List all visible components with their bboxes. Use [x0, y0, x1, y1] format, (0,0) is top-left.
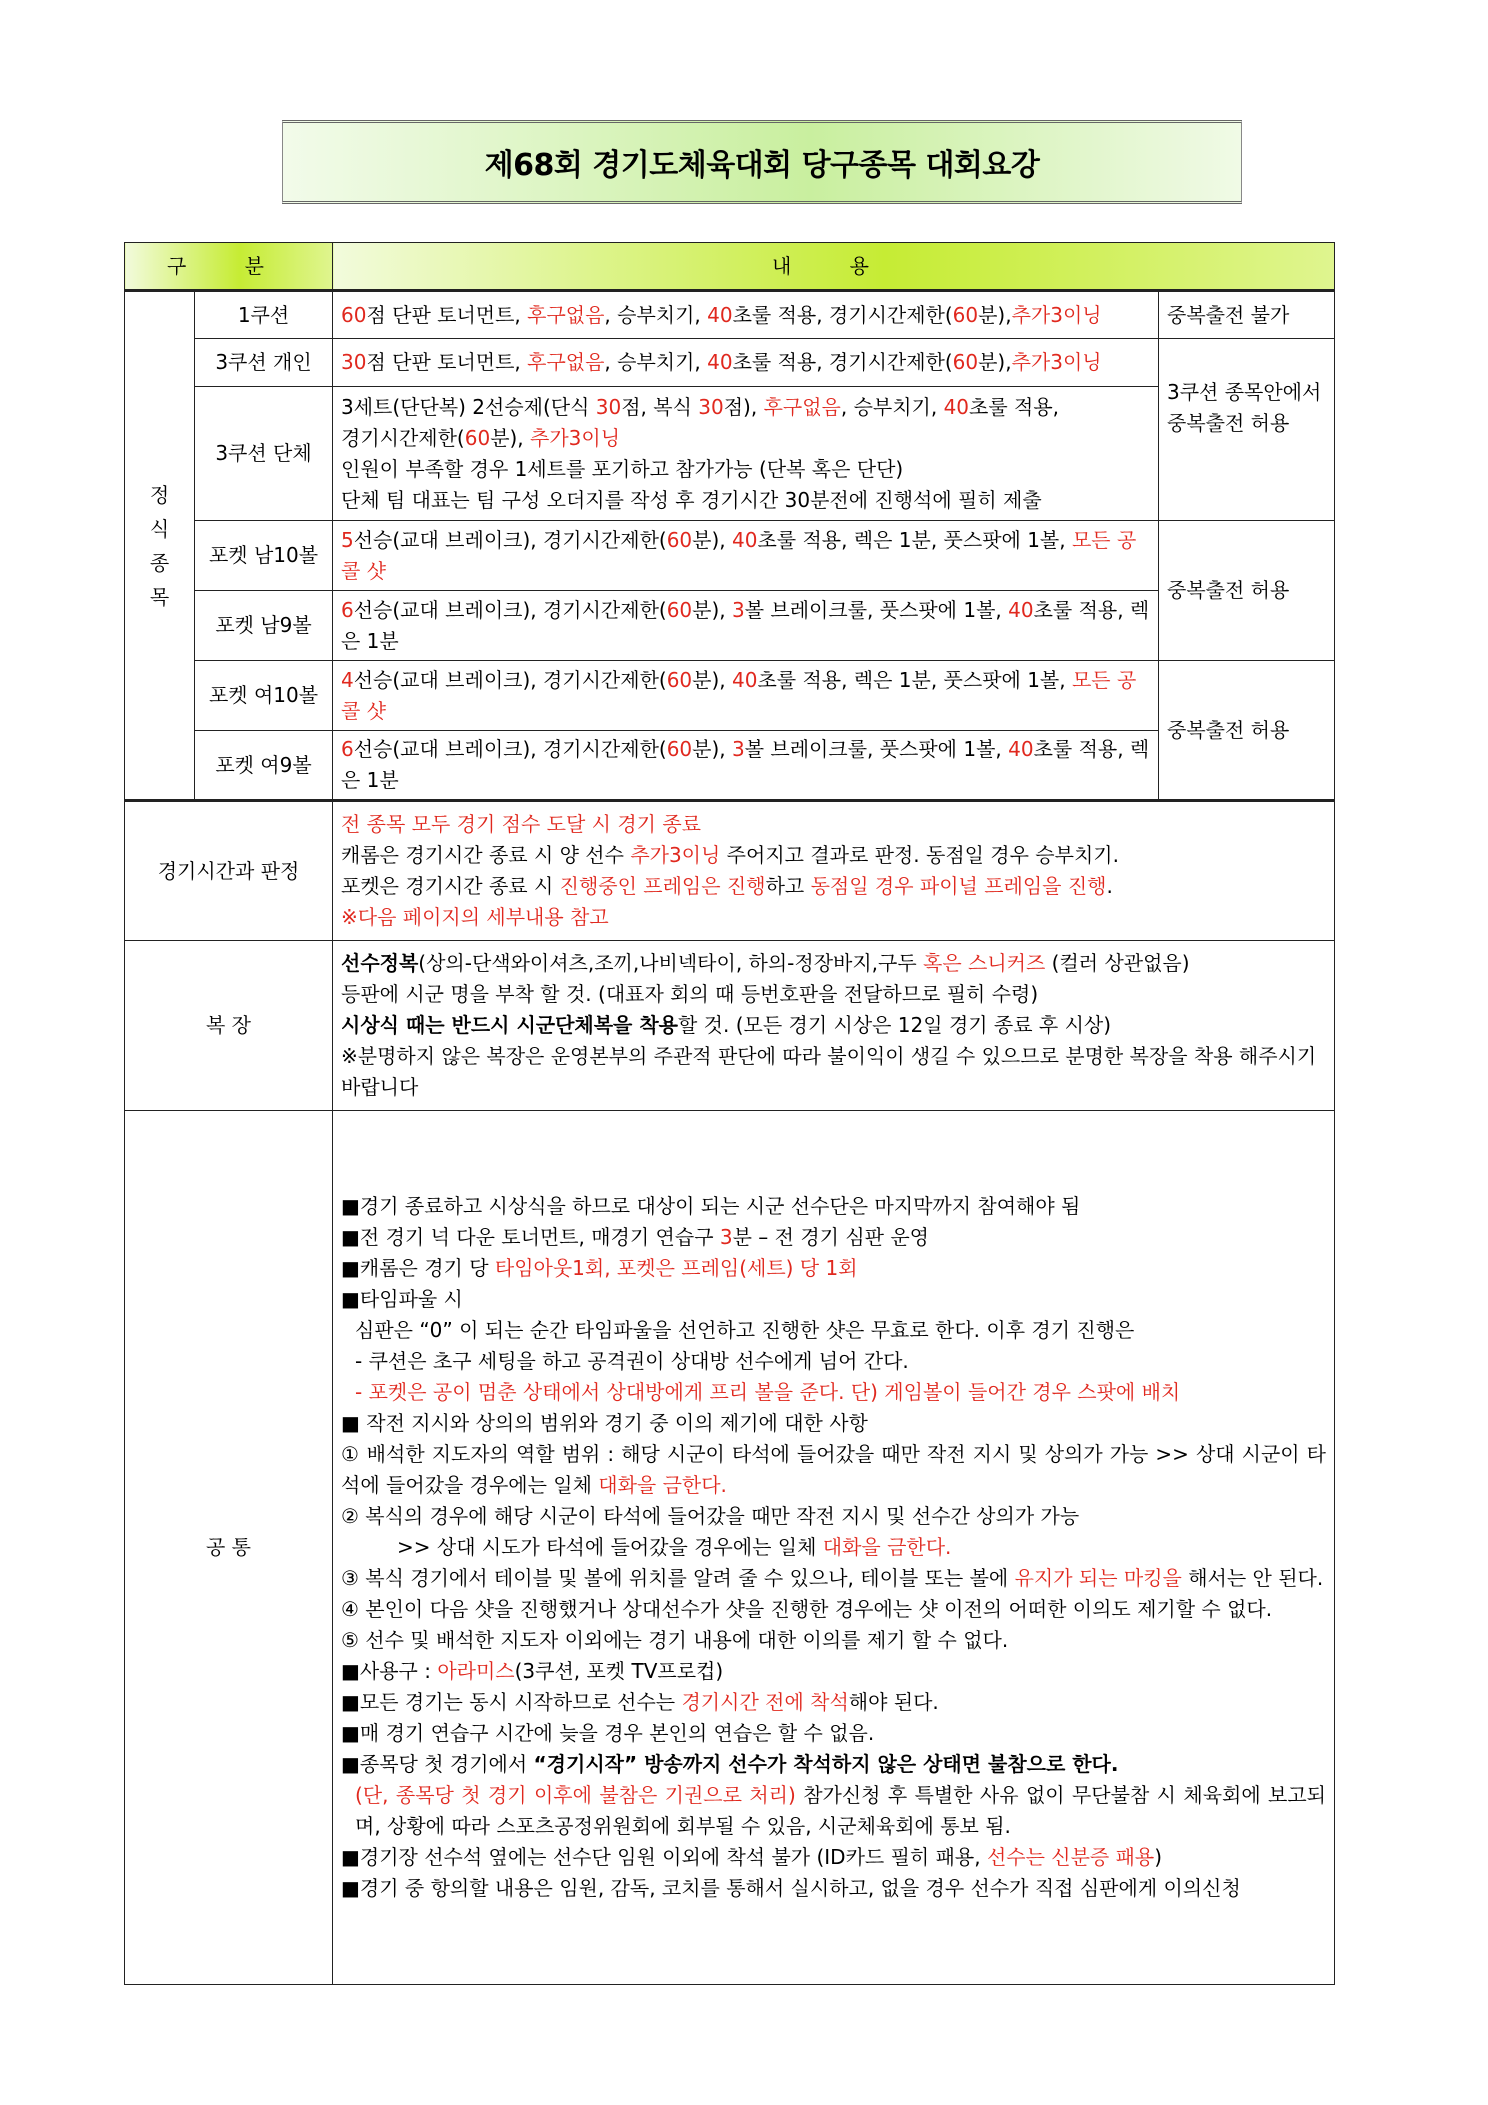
text-segment: ■경기 중 항의할 내용은 임원, 감독, 코치를 통해서 실시하고, 없을 경우 선수가 직접 심판에게 이의신청 [341, 1876, 1241, 1900]
text-segment: 40 [707, 350, 733, 374]
text-line [341, 1594, 1326, 1625]
text-segment: ■캐롬은 경기 당 [341, 1256, 495, 1280]
text-segment: . [1106, 874, 1113, 898]
text-segment: 점), [723, 394, 764, 419]
text-segment: 혹은 스니커즈 [923, 951, 1046, 975]
text-segment: 60 [666, 597, 693, 622]
text-segment: 6 [341, 597, 354, 622]
text-line [341, 1284, 1326, 1315]
text-segment: 시상식 때는 반드시 시군단체복을 착용 [341, 1013, 678, 1037]
text-segment: 볼 브레이크룰, 풋스팟에 1볼, [744, 737, 1009, 761]
text-line [341, 1041, 1326, 1103]
text-line [341, 1625, 1326, 1656]
uniform-label: 복 장 [125, 941, 333, 1111]
event-name: 포켓 남9볼 [195, 591, 333, 661]
text-segment: 분), [692, 597, 732, 622]
text-segment: 추가3이닝 [1011, 350, 1102, 374]
text-line [341, 1346, 1326, 1377]
event-name: 1쿠션 [195, 291, 333, 339]
event-name: 포켓 여9볼 [195, 731, 333, 801]
text-line [341, 1377, 1326, 1408]
table-row [125, 591, 1335, 661]
table-row [125, 801, 1335, 941]
text-segment: 분), [490, 425, 531, 450]
entry-note: 3쿠션 종목안에서 중복출전 허용 [1159, 339, 1335, 521]
text-segment: 후구없음 [527, 350, 605, 374]
text-segment: 40 [707, 302, 733, 327]
text-segment: 초룰 적용, 렉은 1분, 풋스팟에 1볼, [757, 667, 1072, 692]
text-segment: 유지가 되는 마킹을 [1014, 1566, 1182, 1590]
entry-note: 중복출전 불가 [1159, 291, 1335, 339]
document-title: 제68회 경기도체육대회 당구종목 대회요강 [484, 148, 1040, 183]
text-segment: 추가3이닝 [630, 843, 721, 867]
event-rules [333, 731, 1159, 801]
text-segment: ③ 복식 경기에서 테이블 및 볼에 위치를 알려 줄 수 있으나, 테이블 또는 볼에 [341, 1566, 1015, 1590]
header-content: 내 용 [333, 243, 1335, 291]
text-segment: 포켓은 경기시간 종료 시 [341, 874, 560, 898]
text-segment: 3 [732, 597, 745, 622]
text-line [341, 1191, 1326, 1222]
text-segment: 모든 공 콜 샷 [341, 667, 1137, 723]
text-segment: 후구없음 [527, 302, 605, 327]
text-segment: , 승부치기, [604, 350, 708, 374]
document-title-banner [282, 120, 1242, 204]
text-segment: 선승(교대 브레이크), 경기시간제한( [353, 527, 667, 552]
table-row [125, 1111, 1335, 1985]
text-line [341, 1687, 1326, 1718]
text-line [341, 1010, 1326, 1041]
text-segment: 선승(교대 브레이크), 경기시간제한( [353, 597, 667, 622]
text-segment: 해야 된다. [848, 1690, 939, 1714]
text-segment: (상의-단색와이셔츠,조끼,나비넥타이, 하의-정장바지,구두 [418, 951, 924, 975]
text-segment: 캐롬은 경기시간 종료 시 양 선수 [341, 843, 631, 867]
event-name: 포켓 남10볼 [195, 521, 333, 591]
text-line [341, 1842, 1326, 1873]
text-segment: 경기시간제한( [341, 425, 465, 450]
text-segment: 40 [1008, 597, 1034, 622]
event-rules [333, 661, 1159, 731]
text-line [341, 1873, 1326, 1904]
event-rules [333, 591, 1159, 661]
text-segment: 추가3이닝 [1011, 302, 1102, 327]
text-line [341, 423, 1150, 454]
text-segment: 심판은 “0” 이 되는 순간 타임파울을 선언하고 진행한 샷은 무효로 한다. 이후 경기 진행은 [355, 1318, 1135, 1342]
text-segment: 60 [666, 667, 693, 692]
entry-note: 중복출전 허용 [1159, 661, 1335, 801]
text-segment: 6 [341, 737, 354, 761]
table-row [125, 731, 1335, 801]
text-segment: ④ 본인이 다음 샷을 진행했거나 상대선수가 샷을 진행한 경우에는 샷 이전의 어떠한 이의도 제기할 수 없다. [341, 1597, 1273, 1621]
text-segment: 인원이 부족할 경우 1세트를 포기하고 참가가능 (단복 혹은 단단) [341, 456, 904, 481]
text-line [341, 1501, 1326, 1532]
text-segment: 참가신청 후 특별한 사유 없이 무단불참 시 체육회에 보고되며, 상황에 따라 스포츠공정위원회에 회부될 수 있음, 시군체육회에 통보 됨. [355, 1783, 1327, 1838]
text-segment: 3 [719, 1225, 733, 1249]
text-segment: 초룰 적용, 경기시간제한( [732, 302, 953, 327]
text-segment: 60 [952, 350, 979, 374]
text-segment: 대화을 금한다. [822, 1535, 952, 1559]
text-line [341, 1439, 1326, 1501]
table-row [125, 291, 1335, 339]
text-segment: ⑤ 선수 및 배석한 지도자 이외에는 경기 내용에 대한 이의를 제기 할 수 없다. [341, 1628, 1009, 1652]
time-judgement-content [333, 801, 1335, 941]
text-segment: 해서는 안 된다. [1181, 1566, 1324, 1590]
text-segment: 경기시간 전에 착석 [681, 1690, 849, 1714]
header-category: 구 분 [125, 243, 333, 291]
text-segment: 60 [666, 737, 693, 761]
text-segment: 분 – 전 경기 심판 운영 [732, 1225, 929, 1249]
text-line [341, 840, 1326, 871]
text-segment: 분), [978, 302, 1012, 327]
text-line [341, 1780, 1326, 1842]
text-segment: , 승부치기, [840, 394, 944, 419]
text-segment: 점, 복식 [621, 394, 699, 419]
text-line [341, 1749, 1326, 1780]
text-segment: 40 [732, 667, 758, 692]
text-segment: ■타임파울 시 [341, 1287, 463, 1311]
text-segment: 하고 [765, 874, 811, 898]
text-segment: 분), [692, 737, 732, 761]
common-label: 공 통 [125, 1111, 333, 1985]
text-segment: 초룰 적용, 렉은 1분 [341, 737, 1150, 792]
text-segment: ② 복식의 경우에 해당 시군이 타석에 들어갔을 때만 작전 지시 및 선수간 상의가 가능 [341, 1504, 1080, 1528]
text-segment: 40 [732, 527, 758, 552]
table-header-row [125, 243, 1335, 291]
text-line [341, 392, 1150, 423]
text-segment: ■경기장 선수석 옆에는 선수단 임원 이외에 착석 불가 (ID카드 필히 패용, [341, 1845, 987, 1869]
text-segment: , 승부치기, [604, 302, 708, 327]
text-line [341, 1718, 1326, 1749]
text-segment: 초룰 적용, 렉은 1분 [341, 597, 1150, 653]
text-segment: 전 종목 모두 경기 점수 도달 시 경기 종료 [341, 812, 701, 836]
uniform-content [333, 941, 1335, 1111]
table-row [125, 661, 1335, 731]
text-line [341, 1532, 1326, 1563]
text-line [341, 902, 1326, 933]
text-segment: ■전 경기 넉 다운 토너먼트, 매경기 연습구 [341, 1225, 720, 1249]
text-segment: 후구없음 [763, 394, 841, 419]
text-segment: 선승(교대 브레이크), 경기시간제한( [353, 667, 667, 692]
text-segment: 60 [464, 425, 491, 450]
text-line [341, 948, 1326, 979]
text-segment: 40 [1008, 737, 1034, 761]
text-segment: 30 [698, 394, 724, 419]
event-rules [333, 339, 1159, 387]
text-line [341, 1563, 1326, 1594]
text-segment: 초룰 적용, 경기시간제한( [732, 350, 953, 374]
text-segment: 등판에 시군 명을 부착 할 것. (대표자 회의 때 등번호판을 전달하므로 필히 수령) [341, 982, 1039, 1006]
table-row [125, 387, 1335, 521]
table-row [125, 941, 1335, 1111]
text-segment: 추가3이닝 [530, 425, 621, 450]
text-segment: (단, 종목당 첫 경기 이후에 불참은 기권으로 처리) [355, 1783, 796, 1807]
text-segment: 분), [978, 350, 1012, 374]
text-segment: ■ 작전 지시와 상의의 범위와 경기 중 이의 제기에 대한 사항 [341, 1411, 868, 1435]
text-segment: 60 [666, 527, 693, 552]
text-line [341, 1656, 1326, 1687]
text-segment: ■매 경기 연습구 시간에 늦을 경우 본인의 연습은 할 수 없음. [341, 1721, 875, 1745]
text-segment: - 쿠션은 초구 세팅을 하고 공격권이 상대방 선수에게 넘어 간다. [355, 1349, 909, 1373]
event-rules [333, 291, 1159, 339]
table-row [125, 521, 1335, 591]
text-segment: 분), [692, 527, 732, 552]
text-segment: 60 [952, 302, 979, 327]
text-segment: 선승(교대 브레이크), 경기시간제한( [353, 737, 667, 761]
text-segment: - 포켓은 공이 멈춘 상태에서 상대방에게 프리 볼을 준다. 단) 게임볼이 들어간 경우 스팟에 배치 [355, 1380, 1181, 1404]
table-row [125, 339, 1335, 387]
text-segment: (3쿠션, 포켓 TV프로컵) [514, 1659, 724, 1683]
text-segment: 60 [341, 302, 367, 327]
text-segment: ) [1154, 1845, 1163, 1869]
text-segment: 선수는 신분증 패용 [986, 1845, 1155, 1869]
text-line [341, 979, 1326, 1010]
text-segment: 대화을 금한다. [598, 1473, 727, 1497]
text-line [341, 1253, 1326, 1284]
text-segment: ※다음 페이지의 세부내용 참고 [341, 905, 609, 929]
text-segment: ■경기 종료하고 시상식을 하므로 대상이 되는 시군 선수단은 마지막까지 참여해야 됨 [341, 1194, 1081, 1218]
text-segment: 볼 브레이크룰, 풋스팟에 1볼, [744, 597, 1009, 622]
text-segment: ※분명하지 않은 복장은 운영본부의 주관적 판단에 따라 불이익이 생길 수 있으므로 분명한 복장을 착용 해주시기 바랍니다 [341, 1044, 1317, 1099]
text-segment: 점 단판 토너먼트, [366, 302, 528, 327]
text-segment: 선수정복 [341, 951, 419, 975]
text-segment: ■사용구 : [341, 1659, 438, 1683]
text-segment: 5 [341, 527, 354, 552]
text-segment: 초룰 적용, 렉은 1분, 풋스팟에 1볼, [757, 527, 1072, 552]
text-segment: (컬러 상관없음) [1045, 951, 1190, 975]
text-line [341, 485, 1150, 516]
text-segment: 아라미스 [437, 1659, 515, 1683]
text-segment: 40 [943, 394, 970, 419]
text-segment: 타임아웃1회, 포켓은 프레임(세트) 당 1회 [494, 1256, 858, 1280]
text-segment: 진행중인 프레임은 진행 [559, 874, 766, 898]
text-line [341, 809, 1326, 840]
text-line [341, 1315, 1326, 1346]
common-content [333, 1111, 1335, 1985]
text-segment: 모든 공 콜 샷 [341, 527, 1137, 583]
text-segment: >> 상대 시도가 타석에 들어갔을 경우에는 일체 [397, 1535, 823, 1559]
entry-note: 중복출전 허용 [1159, 521, 1335, 661]
text-segment: 초룰 적용, [969, 394, 1060, 419]
text-line [341, 871, 1326, 902]
text-segment: ■종목당 첫 경기에서 [341, 1752, 534, 1776]
text-line [341, 1222, 1326, 1253]
text-segment: 분), [692, 667, 732, 692]
official-events-label: 정식종목 [125, 291, 195, 801]
text-segment: 30 [341, 350, 367, 374]
time-judgement-label: 경기시간과 판정 [125, 801, 333, 941]
event-rules [333, 387, 1159, 521]
text-segment: 30 [595, 394, 622, 419]
text-segment: “경기시작” 방송까지 선수가 착석하지 않은 상태면 불참으로 한다. [533, 1752, 1119, 1776]
text-segment: 점 단판 토너먼트, [366, 350, 528, 374]
text-segment: 주어지고 결과로 판정. 동점일 경우 승부치기. [720, 843, 1119, 867]
text-segment: 4 [341, 667, 354, 692]
text-segment: ■모든 경기는 동시 시작하므로 선수는 [341, 1690, 682, 1714]
text-segment: ① 배석한 지도자의 역할 범위 : 해당 시군이 타석에 들어갔을 때만 작전 지시 및 상의가 가능 >> 상대 시군이 타석에 들어갔을 경우에는 일체 [341, 1442, 1326, 1497]
text-segment: 동점일 경우 파이널 프레임을 진행 [810, 874, 1107, 898]
rules-table [124, 242, 1335, 1985]
text-segment: 3 [732, 737, 745, 761]
event-name: 3쿠션 개인 [195, 339, 333, 387]
event-name: 3쿠션 단체 [195, 387, 333, 521]
event-rules [333, 521, 1159, 591]
text-line [341, 454, 1150, 485]
text-segment: 단체 팀 대표는 팀 구성 오더지를 작성 후 경기시간 30분전에 진행석에 필히 제출 [341, 487, 1042, 512]
text-segment: 할 것. (모든 경기 시상은 12일 경기 종료 후 시상) [677, 1013, 1112, 1037]
text-segment: 3세트(단단복) 2선승제(단식 [341, 394, 596, 419]
event-name: 포켓 여10볼 [195, 661, 333, 731]
text-line [341, 1408, 1326, 1439]
